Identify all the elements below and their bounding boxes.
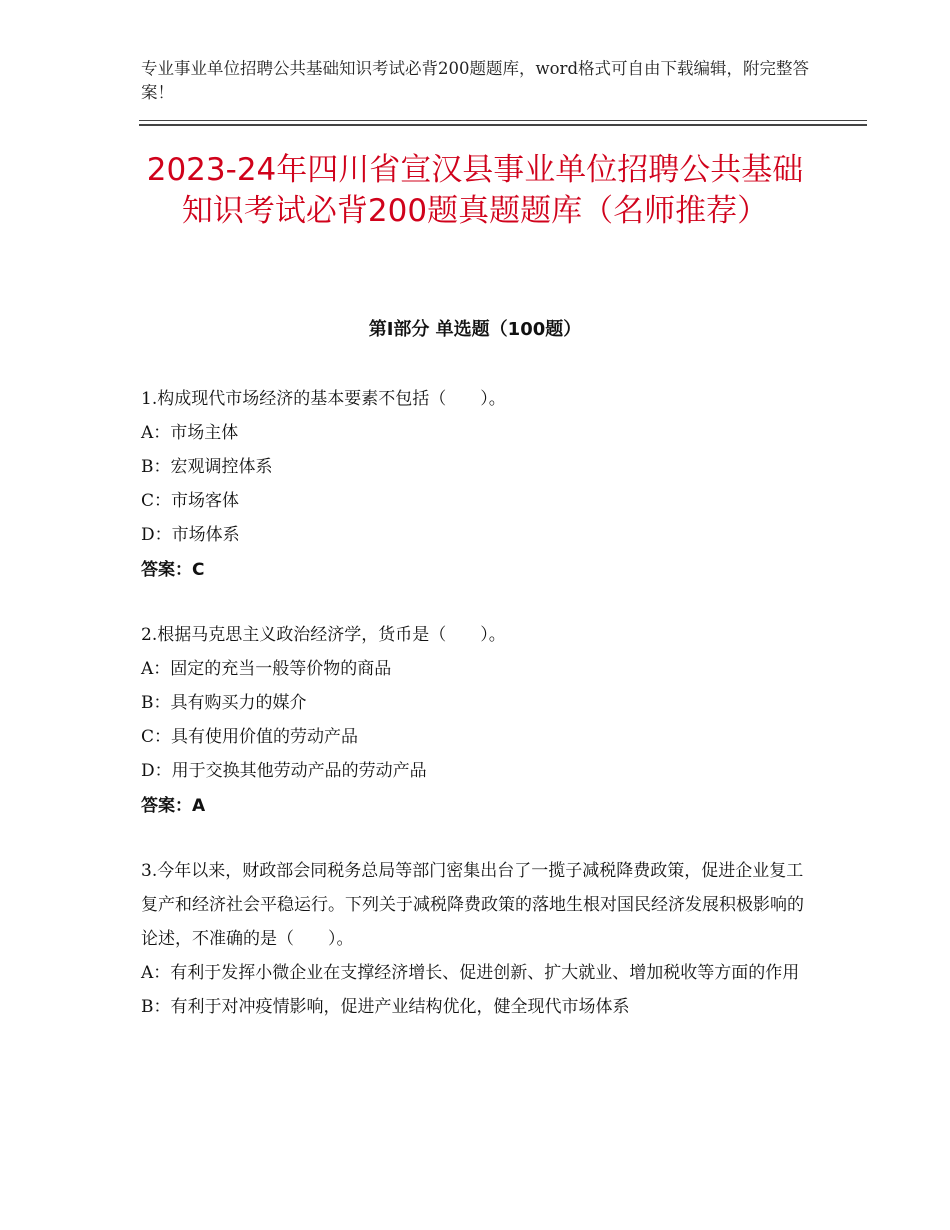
answer: 答案：A xyxy=(141,796,206,816)
question-stem: 3.今年以来，财政部会同税务总局等部门密集出台了一揽子减税降费政策，促进企业复工复产和经济社会平稳运行。下列关于减税降费政策的落地生根对国民经济发展积极影响的论述，不准确的是（ ）。 xyxy=(141,861,804,949)
document-title: 2023-24年四川省宣汉县事业单位招聘公共基础知识考试必背200题真题题库（名师推荐） xyxy=(146,152,804,229)
option-d: D：用于交换其他劳动产品的劳动产品 xyxy=(141,761,427,781)
option-a: A：市场主体 xyxy=(141,423,239,443)
section-title: 第Ⅰ部分 单选题（100题） xyxy=(368,319,582,340)
question-stem: 1.构成现代市场经济的基本要素不包括（ ）。 xyxy=(141,389,506,409)
header-note: 专业事业单位招聘公共基础知识考试必背200题题库，word格式可自由下载编辑，附完整答案！ xyxy=(141,59,810,102)
question-list xyxy=(141,382,806,1054)
option-c: C：具有使用价值的劳动产品 xyxy=(141,727,359,747)
option-b: B：具有购买力的媒介 xyxy=(141,693,307,713)
header-rule-thin xyxy=(139,120,867,121)
option-b: B：宏观调控体系 xyxy=(141,457,273,477)
answer: 答案：C xyxy=(141,560,205,580)
question-2 xyxy=(141,618,806,824)
question-stem: 2.根据马克思主义政治经济学，货币是（ ）。 xyxy=(141,625,506,645)
header-rule-thick xyxy=(139,124,867,126)
option-c: C：市场客体 xyxy=(141,491,240,511)
option-b: B：有利于对冲疫情影响，促进产业结构优化，健全现代市场体系 xyxy=(141,997,630,1017)
option-d: D：市场体系 xyxy=(141,525,240,545)
option-a: A：固定的充当一般等价物的商品 xyxy=(141,659,392,679)
option-a: A：有利于发挥小微企业在支撑经济增长、促进创新、扩大就业、增加税收等方面的作用 xyxy=(141,963,800,983)
question-1 xyxy=(141,382,806,588)
question-3 xyxy=(141,854,806,1024)
